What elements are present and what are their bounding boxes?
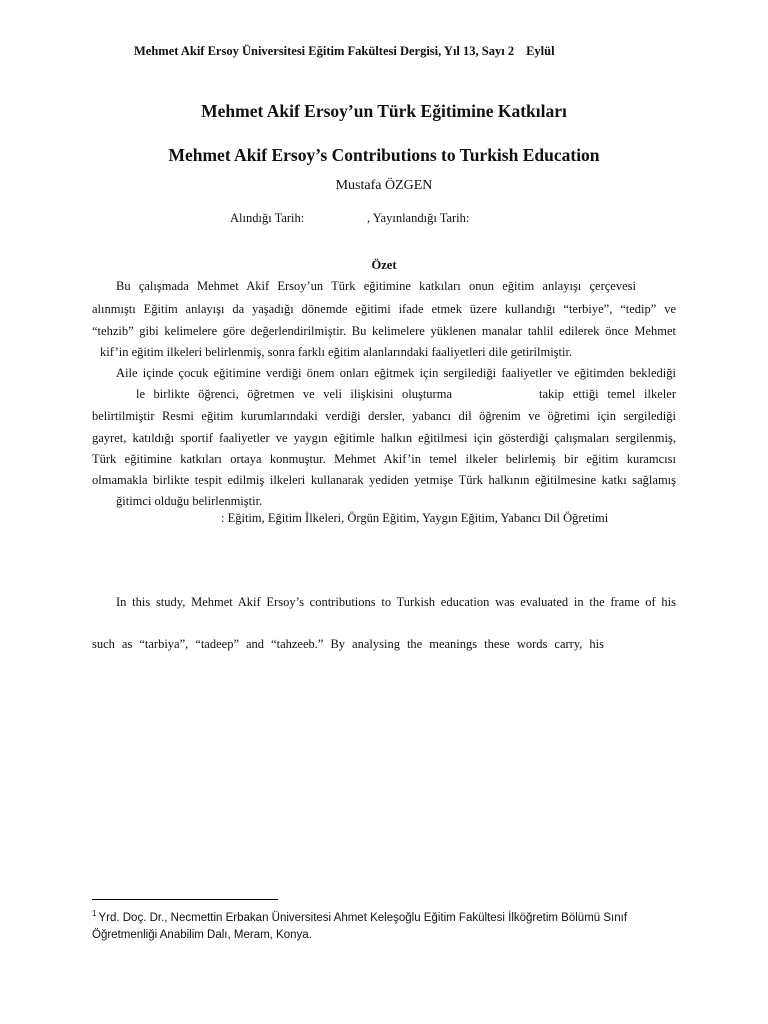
footnote-mark: 1: [92, 909, 97, 918]
abstract-line: takip ettiği temel ilkeler: [539, 387, 676, 401]
abstract-en-line: such as “tarbiya”, “tadeep” and “tahzeeb.” By analysing the meanings these words carry, his: [92, 637, 604, 651]
footnote-separator: [92, 899, 278, 900]
abstract-line: olmamakla birlikte tespit edilmiş ilkeleri kullanarak yediden yetmişe Türk halkının eğitilmesine katkı sağlamış: [92, 473, 676, 487]
abstract-line: belirtilmiştir Resmi eğitim kurumlarındaki verdiği dersler, yabancı dil öğrenim ve öğretimi için sergilediği: [92, 409, 676, 423]
abstract-line: “tehzib” gibi kelimelere göre değerlendirilmiştir. Bu kelimelere yüklenen manalar tahlil edilerek önce Mehmet: [92, 324, 676, 338]
abstract-line: gayret, katıldığı sportif faaliyetler ve yaygın eğitimle halkın eğitilmesi için gösterdiği çalışmaları sergilenmiş,: [92, 431, 676, 445]
abstract-line: le birlikte öğrenci, öğretmen ve veli ilişkisini oluşturma: [136, 387, 452, 401]
abstract-line: alınmıştı Eğitim anlayışı da yaşadığı dönemde eğitimi ifade etmek üzere kullandığı “terbiye”, “tedip” ve: [92, 302, 676, 316]
abstract-en-line: In this study, Mehmet Akif Ersoy’s contributions to Turkish education was evaluated in the frame of his: [116, 595, 676, 609]
abstract-line: ğitimci olduğu belirlenmiştir.: [116, 494, 263, 508]
footnote: [92, 905, 627, 944]
abstract-heading-tr: Özet: [371, 258, 397, 272]
author-name: Mustafa ÖZGEN: [335, 178, 433, 193]
published-date-label: , Yayınlandığı Tarih:: [367, 211, 470, 225]
abstract-line: kif’in eğitim ilkeleri belirlenmiş, sonra farklı eğitim alanlarındaki faaliyetleri dile getirilmiştir.: [100, 345, 573, 359]
keywords-tr: : Eğitim, Eğitim İlkeleri, Örgün Eğitim, Yaygın Eğitim, Yabancı Dil Öğretimi: [221, 511, 609, 525]
title-turkish: Mehmet Akif Ersoy’un Türk Eğitimine Katkıları: [201, 101, 567, 121]
abstract-line: Aile içinde çocuk eğitimine verdiği önem onları eğitmek için sergilediği faaliyetler ve eğitimden beklediği: [116, 366, 676, 380]
journal-header: [134, 44, 555, 59]
abstract-line: Bu çalışmada Mehmet Akif Ersoy’un Türk eğitimine katkıları onun eğitim anlayışı çerçevesi: [116, 279, 636, 293]
footnote-line: Öğretmenliği Anabilim Dalı, Meram, Konya.: [92, 929, 312, 941]
abstract-line: Türk eğitimine katkıları ortaya konmuştur. Mehmet Akif’in temel ilkeler belirlemiş bir eğitim kuramcısı: [92, 452, 676, 466]
journal-month: Eylül: [526, 44, 555, 58]
journal-name: Mehmet Akif Ersoy Üniversitesi Eğitim Fakültesi Dergisi, Yıl 13, Sayı 2: [134, 44, 515, 58]
title-english: Mehmet Akif Ersoy’s Contributions to Turkish Education: [168, 145, 600, 165]
footnote-line: $^1$ Yrd. Doç. Dr., Necmettin Erbakan Üniversitesi Ahmet Keleşoğlu Eğitim Fakültesi İlköğretim Bölümü Sınıf: [92, 909, 628, 924]
received-date-label: Alındığı Tarih:: [230, 211, 305, 225]
